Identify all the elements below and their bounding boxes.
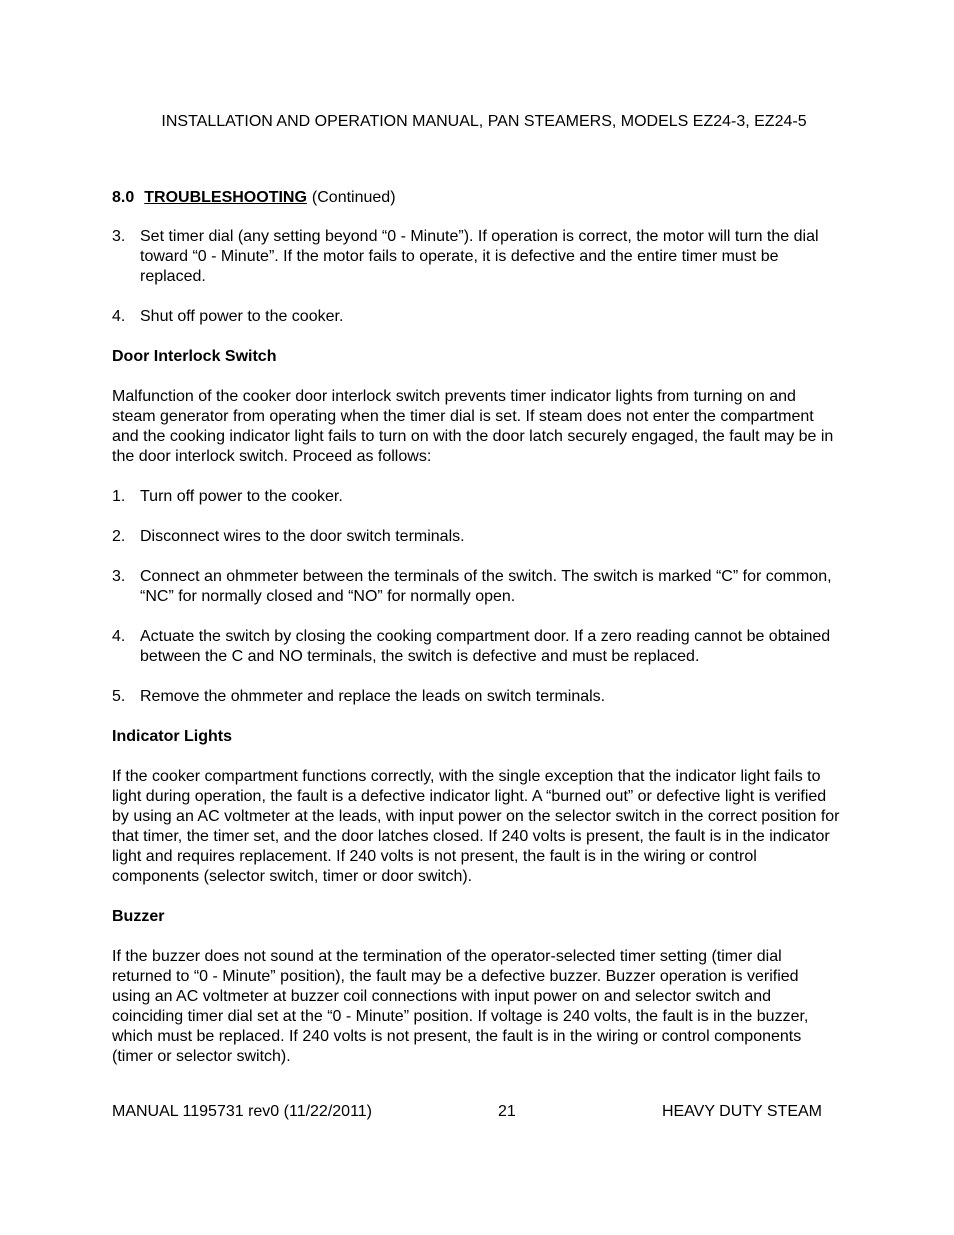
list-item-number: 4.	[112, 628, 126, 645]
list-item	[112, 567, 840, 607]
list-item-number: 5.	[112, 688, 126, 705]
list-item	[112, 307, 840, 327]
list-item	[112, 227, 840, 287]
section-title: TROUBLESHOOTING	[144, 189, 307, 206]
list-item-text: Disconnect wires to the door switch terminals.	[140, 528, 465, 545]
list-item-number: 3.	[112, 568, 126, 585]
list-item	[112, 487, 840, 507]
buzzer-text: If the buzzer does not sound at the termination of the operator-selected timer setting (timer dial returned to “0 - Minute” position), the fault may be a defective buzzer. Buzzer operation is verified using an AC voltmeter at buzzer coil connections with input power on and selector switch and coinciding timer dial set at the “0 - Minute” position. If voltage is 240 volts, the fault is in the buzzer, which must be replaced. If 240 volts is not present, the fault is in the wiring or control components (timer or selector switch).	[112, 948, 809, 1065]
list-item	[112, 627, 840, 667]
list-item-number: 1.	[112, 488, 126, 505]
indicator-lights-heading: Indicator Lights	[112, 728, 232, 745]
list-item	[112, 527, 840, 547]
list-item-text: Set timer dial (any setting beyond “0 - Minute”). If operation is correct, the motor will turn the dial toward “0 - Minute”. If the motor fails to operate, it is defective and the entire timer must be replaced.	[140, 228, 819, 285]
list-item	[112, 687, 840, 707]
list-item-number: 2.	[112, 528, 126, 545]
list-item-number: 3.	[112, 228, 126, 245]
list-item-text: Actuate the switch by closing the cooking compartment door. If a zero reading cannot be obtained between the C and NO terminals, the switch is defective and must be replaced.	[140, 628, 831, 665]
footer-brand: HEAVY DUTY STEAM	[661, 1103, 822, 1120]
section-number: 8.0	[112, 189, 135, 206]
page-content	[112, 188, 840, 1087]
footer-page-number: 21	[498, 1103, 516, 1120]
indicator-lights-text: If the cooker compartment functions correctly, with the single exception that the indicator light fails to light during operation, the fault is a defective indicator light. A “burned out” or defective light is verified by using an AC voltmeter at the leads, with input power on the selector switch in the correct position for that timer, the timer set, and the door latches closed. If 240 volts is present, the fault is in the indicator light and requires replacement. If 240 volts is not present, the fault is in the wiring or control components (selector switch, timer or door switch).	[112, 768, 840, 885]
list-item-text: Connect an ohmmeter between the terminals of the switch. The switch is marked “C” for common, “NC” for normally closed and “NO” for normally open.	[140, 568, 832, 605]
section-heading	[112, 188, 840, 208]
footer-manual-number: MANUAL 1195731 rev0 (11/22/2011)	[112, 1103, 373, 1120]
list-item-number: 4.	[112, 308, 126, 325]
buzzer-heading: Buzzer	[112, 908, 165, 925]
section-continued: (Continued)	[311, 189, 396, 206]
list-item-text: Remove the ohmmeter and replace the leads on switch terminals.	[140, 688, 606, 705]
page-header: INSTALLATION AND OPERATION MANUAL, PAN STEAMERS, MODELS EZ24-3, EZ24-5	[161, 113, 807, 130]
page-footer	[112, 1102, 822, 1122]
list-item-text: Turn off power to the cooker.	[140, 488, 343, 505]
door-interlock-intro: Malfunction of the cooker door interlock switch prevents timer indicator lights from turning on and steam generator from operating when the timer dial is set. If steam does not enter the compartment and the cooking indicator light fails to turn on with the door latch securely engaged, the fault may be in the door interlock switch. Proceed as follows:	[112, 388, 834, 465]
door-interlock-heading: Door Interlock Switch	[112, 348, 277, 365]
list-item-text: Shut off power to the cooker.	[140, 308, 344, 325]
